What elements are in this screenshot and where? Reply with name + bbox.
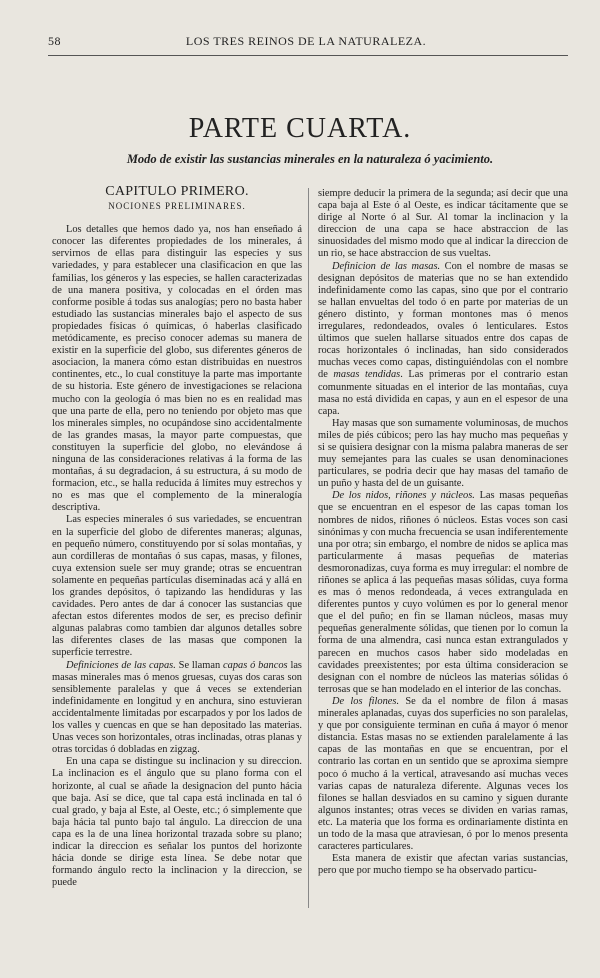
column-divider [308,188,309,908]
section-title: NOCIONES PRELIMINARES. [108,201,246,212]
term: capas ó bancos [223,659,288,671]
paragraph-intro: Los detalles que hemos dado ya, nos han enseñado á conocer las diferentes propiedades de los minerales, á servirnos de ellas para distinguir las especies y sus variedades, y para establecer una clasificacion en que las familias, los géneros y las especies, se hallen caracterizadas de una manera positiva, y colocadas en el órden mas conforme posible á todas sus analogías; pero no basta haber estudiado las sustancias minerales bajo el aspecto de sus propiedades físicas ó químicas, ó haberlas clasificado metódicamente, es preciso conocer ademas su manera de existir en la superficie del globo, sus diferentes géneros de asociacion, la manera cómo estan distribuidas en nuestros continentes, etc., lo cual constituye la parte mas importante de su historia. Este género de investigaciones se relaciona mucho con la geología ó mas bien no es en realidad mas que una parte de ella, pero no teniendo por objeto mas que los minerales simples, no ocupándose sino accidentalmente de las grandes masas, la mayor parte compuestas, que constituyen la superficie del globo, no elevándose á ninguna de las consideraciones relativas á la forma de las montañas, á su degradacion, á su estructura, á su modo de formacion, etc., se halla reducida á límites muy estrechos y no es mas que el complemento de la mineralogía descriptiva. [52,224,302,514]
left-column [52,176,302,889]
paragraph-label: De los filones. [332,695,400,707]
running-head [48,34,564,50]
paragraph-final: Esta manera de existir que afectan varias sustancias, pero que por mucho tiempo se ha observado particu- [318,853,568,877]
part-title: PARTE CUARTA. [188,113,412,144]
paragraph-masas: Definicion de las masas. Con el nombre de masas se designan depósitos de materias que no se han extendido indefinidamente como las capas, sino que por el contrario se hallan envueltas del todo ó en parte por materias de un género distinto, y forman montones mas ó menos irregulares, redondeados, ovales ó lenticulares. Estos últimos que suelen hallarse situados entre dos capas de rocas horizontales ó inclinadas, han sido considerados muchas veces como capas, distinguiéndolas con el nombre de masas tendidas. Las primeras por el contrario estan comunmente situadas en el interior de las montañas, cuya masa no está dividida en capas, y aun en el espesor de una capa. [318,260,568,417]
paragraph-label: Definicion de las masas. [332,260,441,272]
paragraph-hay-masas: Hay masas que son sumamente voluminosas, de muchos miles de piés cúbicos; pero las hay mucho mas pequeñas y si se quisiera designar con la misma palabra maneras de ser muy semejantes para las cuales se usan denominaciones particulares, se podria decir que hay masas del tamaño de un puño y hasta del de un guisante. [318,417,568,490]
paragraph-continuation: siempre deducir la primera de la segunda; así decir que una capa baja al Este ó al Oeste, es indicar tácitamente que se dirige al Norte ó al Sur. Al tomar la inclinacion y la direccion de una capa se hace abstraccion de las sinuosidades del mismo modo que al indicar la direccion de un rio, se hace abstraccion de sus vueltas. [318,188,568,260]
paragraph-filones: De los filones. Se da el nombre de filon á masas minerales aplanadas, cuyas dos superficies no son paralelas, y que por consiguiente terminan en cuña á mayor ó menor distancia. Estas masas no se extienden paralelamente á las capas de las montañas en que se encuentran, por el contrario las cortan en un sentido que se aproxima siempre poco ó mucho á la vertical, atravesando así muchas veces varias capas de naturaleza diferente. Algunas veces los filones se hallan desviados en su camino y siguen durante algunos instantes; otras veces se dividen en varias ramas, etc. La materia que los forma es ordinariamente distinta en un todo de la masa que atraviesan, ó por lo menos presenta caracteres particulares. [318,695,568,853]
paragraph-label: Definiciones de las capas. [66,659,176,671]
term: masas tendidas [333,369,401,381]
paragraph-nidos: De los nidos, riñones y núcleos. Las masas pequeñas que se encuentran en el espesor de las capas toman los nombres de nidos, riñones ó núcleos. Estas voces son casi sinónimas y con mucha frecuencia se usan indiferentemente una por otra; sin embargo, el nombre de nidos se aplica mas particularmente á masas pequeñas de materias desmoronadizas, cuya forma es muy irregular: el nombre de riñones se aplica á las pequeñas masas sólidas, cuya forma es mas ó menos redondeada, á veces extrangulada en diferentes puntos y cuyo volúmen es por lo general menor que el del puño; en fin se llaman núcleos, masas muy pequeñas generalmente sólidas, que tienen por lo comun la forma de una almendra, casi nunca estan extrangulados y parecen en muchos casos haber sido modeladas en cavidades preexistentes; por esta última consideracion se designan con el nombre de núcleos las materias sólidas ó terrosas que se han modelado en el interior de las conchas. [318,490,568,695]
page-number: 58 [48,34,61,48]
paragraph-especies: Las especies minerales ó sus variedades, se encuentran en la superficie del globo de diferentes maneras; algunas, en pequeño número, constituyendo por sí solas montañas, y aun cordilleras de montañas ó sus capas, masas, y filones, cuya extension suele ser muy grande; otras se encuentran solamente en pequeñas partículas diseminadas acá y allá en los grandes depósitos, ó tapizando las hendiduras y las cavidades. Pero antes de dar á conocer las sustancias que afectan estos diferentes modos de ser, es preciso definir algunas palabras como tambien dar algunos detalles sobre las diferentes clases de las masas que componen la superficie terrestre. [52,514,302,659]
header-rule [48,55,568,56]
running-title: LOS TRES REINOS DE LA NATURALEZA. [185,34,427,48]
right-column [318,188,568,877]
paragraph-label: De los nidos, riñones y núcleos. [332,490,475,502]
part-subtitle: Modo de existir las sustancias minerales en la naturaleza ó yacimiento. [126,152,494,166]
paragraph-definiciones: Definiciones de las capas. Se llaman capas ó bancos las masas minerales mas ó menos gruesas, cuyas dos caras son sensiblemente paralelas y que á veces se extenderian indefinidamente en longitud y en anchura, sino estuvieran accidentalmente limitadas por escarpados y por los lados de los valles y cuencas en que se han depositado las materias. Unas veces son horizontales, otras inclinadas, otras planas y otras torcidas ó dobladas en zigzag. [52,659,302,756]
paragraph-inclinacion: En una capa se distingue su inclinacion y su direccion. La inclinacion es el ángulo que su plano forma con el horizonte, al cual se añade la designacion del punto hácia que baja. Así se dice, que tal capa está inclinada en tal ó cual grado, y baja al Este, al Oeste, etc.; ó simplemente que baja hácia tal punto bajo tal ángulo. La direccion de una capa es la de una línea horizontal trazada sobre su plano; indicar la direccion es señalar los puntos del horizonte hácia donde se dirige esta línea. Se debe notar que formando ángulo recto la inclinacion y la direccion, se puede [52,756,302,889]
chapter-title: CAPITULO PRIMERO. [105,184,249,199]
